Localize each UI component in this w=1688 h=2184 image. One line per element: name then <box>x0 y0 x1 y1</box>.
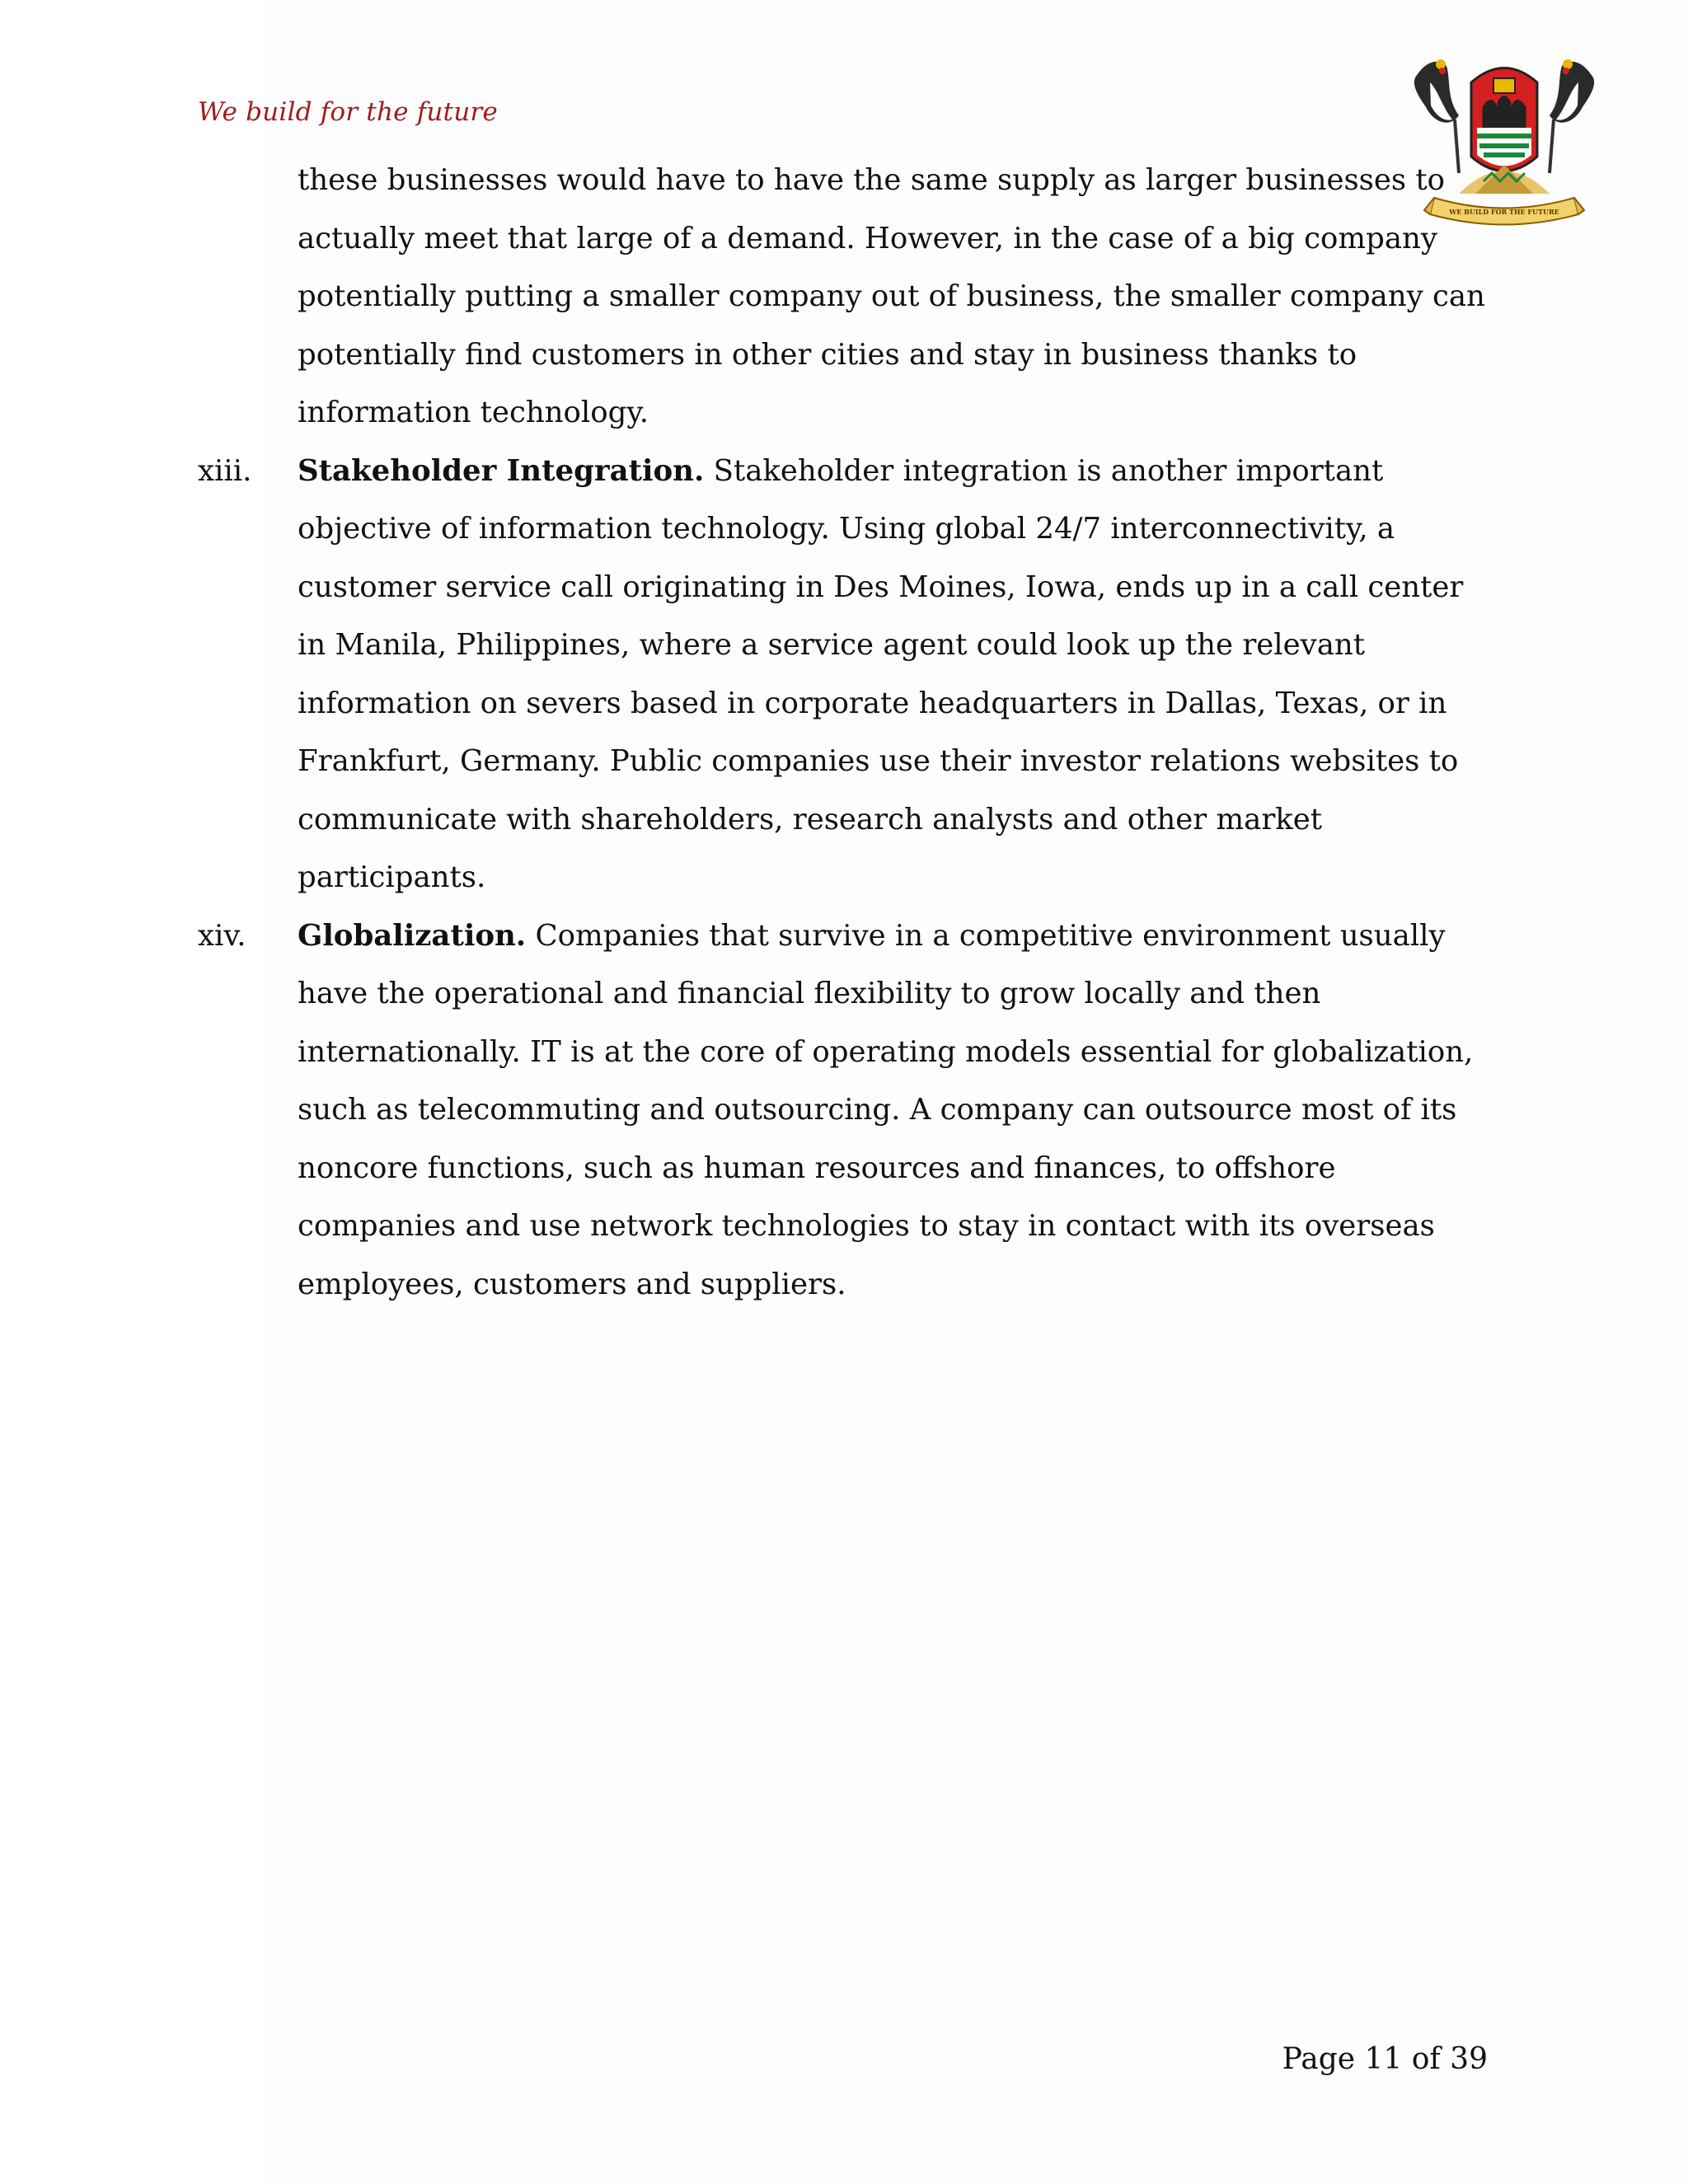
list-item-title: Stakeholder Integration. <box>298 453 705 488</box>
crest-motto-text: WE BUILD FOR THE FUTURE <box>1449 208 1559 216</box>
list-item-body <box>298 907 1492 1315</box>
list-item-globalization <box>198 907 1492 1315</box>
list-item-text: Stakeholder integration is another important objective of information technology. Using global 24/7 interconnectivity, a customer service call originating in Des Moines, Iowa, ends up in a call center in Manila, Philippines, where a service agent could look up the relevant information on severs based in corporate headquarters in Dallas, Texas, or in Frankfurt, Germany. Public companies use their investor relations websites to communicate with shareholders, research analysts and other market participants. <box>298 453 1464 894</box>
header-tagline: We build for the future <box>198 97 498 127</box>
list-item-number: xiv. <box>198 918 246 953</box>
right-crane-icon <box>1550 59 1594 173</box>
list-item-title: Globalization. <box>298 918 527 953</box>
list-item-stakeholder-integration <box>198 443 1492 907</box>
document-body <box>198 152 1492 1314</box>
list-item-text: Companies that survive in a competitive environment usually have the operational and financial flexibility to grow locally and then internationally. IT is at the core of operating models essential for globalization, such as telecommuting and outsourcing. A company can outsource most of its noncore functions, such as human resources and finances, to offshore companies and use network technologies to stay in contact with its overseas employees, customers and suppliers. <box>298 918 1474 1301</box>
list-item-body <box>298 443 1492 907</box>
list-item-number: xiii. <box>198 453 252 488</box>
page-number: Page 11 of 39 <box>1282 2042 1488 2076</box>
continuation-paragraph: these businesses would have to have the same supply as larger businesses to actually meet that large of a demand. However, in the case of a big company potentially putting a smaller company out of business, the smaller company can potentially find customers in other cities and stay in business thanks to information technology. <box>298 163 1485 429</box>
